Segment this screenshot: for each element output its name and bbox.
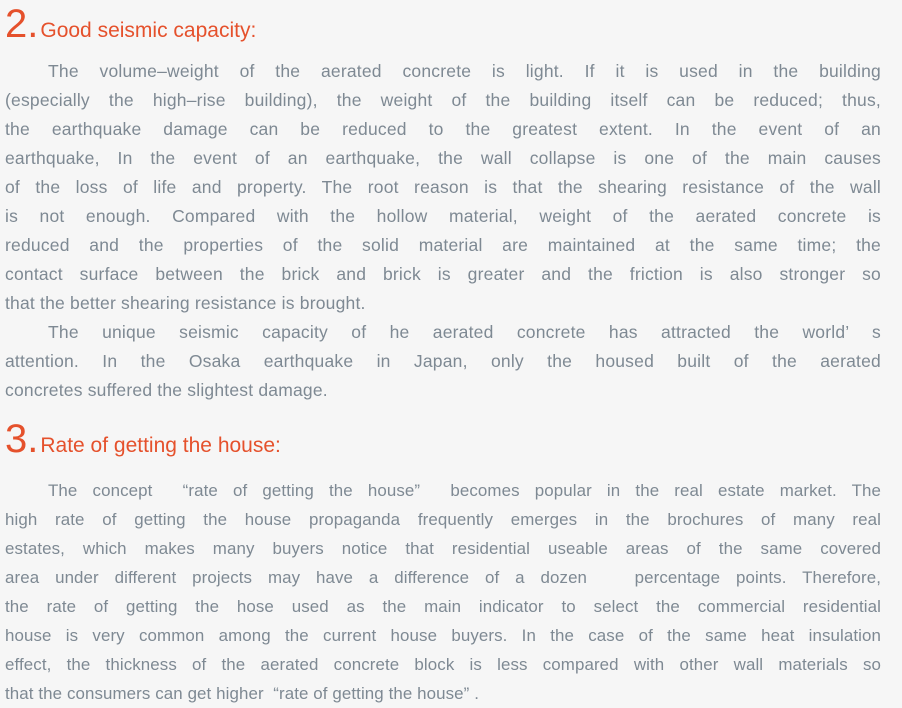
body-line: The unique seismic capacity of he aerated concrete has attracted the world’ s [48,322,881,342]
body-line: area under different projects may have a difference of a dozen percentage points. Therefore, [5,568,881,587]
body-line: the earthquake damage can be reduced to the greatest extent. In the event of an [5,119,881,139]
section-3-number: 3. [5,417,39,461]
section-2-paragraph-1 [5,57,881,318]
body-line: is not enough. Compared with the hollow material, weight of the aerated concrete is [5,206,881,226]
body-line: reduced and the properties of the solid material are maintained at the same time; the [5,235,881,255]
body-line: estates, which makes many buyers notice that residential useable areas of the same covered [5,539,881,558]
body-line: the rate of getting the hose used as the main indicator to select the commercial residential [5,597,881,616]
body-line: contact surface between the brick and brick is greater and the friction is also stronger so [5,264,881,284]
section-3-paragraph-1 [5,476,881,708]
body-line: concretes suffered the slightest damage. [5,380,328,400]
body-line: house is very common among the current house buyers. In the case of the same heat insulation [5,626,881,645]
body-line: earthquake, In the event of an earthquake, the wall collapse is one of the main causes [5,148,881,168]
body-line: The volume–weight of the aerated concrete is light. If it is used in the building [48,61,881,81]
section-2-number: 2. [5,2,39,46]
section-2-heading [5,2,881,55]
section-2-paragraph-2 [5,318,881,405]
body-line: (especially the high–rise building), the weight of the building itself can be reduced; thus, [5,90,881,110]
body-line: that the better shearing resistance is brought. [5,293,366,313]
body-line: that the consumers can get higher “rate of getting the house” . [5,684,479,703]
section-3-title: Rate of getting the house: [40,434,281,457]
section-3-heading [5,417,881,470]
body-line: effect, the thickness of the aerated concrete block is less compared with other wall materials so [5,655,881,674]
body-line: The concept “rate of getting the house” becomes popular in the real estate market. The [48,481,881,500]
body-line: high rate of getting the house propaganda frequently emerges in the brochures of many real [5,510,881,529]
section-2-title: Good seismic capacity: [40,19,257,42]
body-line: attention. In the Osaka earthquake in Japan, only the housed built of the aerated [5,351,881,371]
body-line: of the loss of life and property. The root reason is that the shearing resistance of the wall [5,177,881,197]
